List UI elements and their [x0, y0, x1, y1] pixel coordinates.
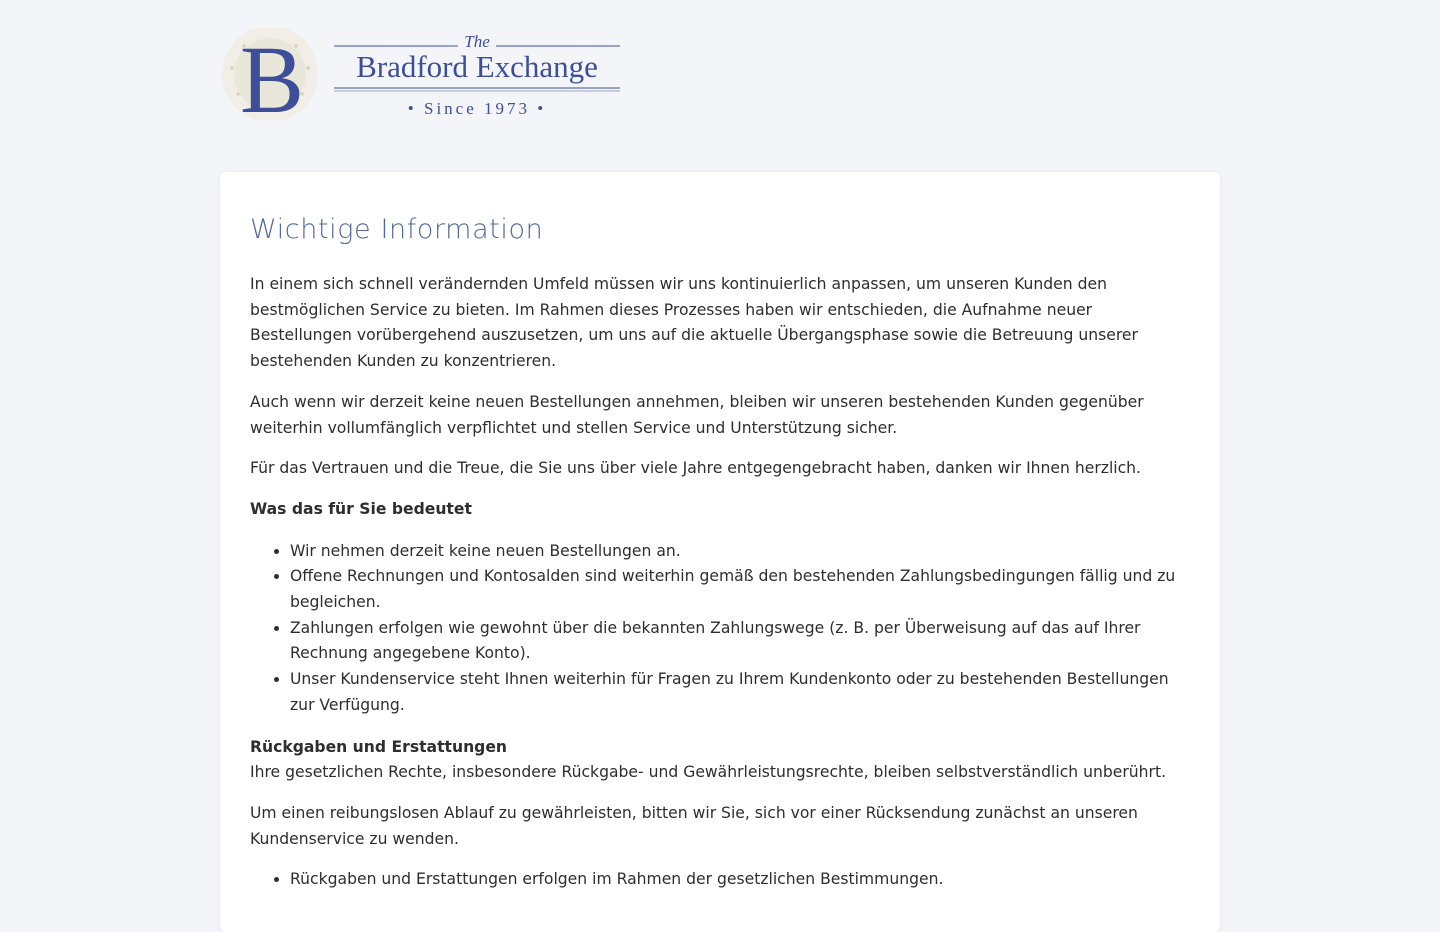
logo-name: Bradford Exchange [356, 49, 598, 84]
returns-list [250, 867, 1190, 893]
list-item: • Wir nehmen derzeit keine neuen Bestellungen an. [290, 539, 1190, 565]
page-title: Wichtige Information [250, 214, 544, 245]
returns-heading: Rückgaben und Erstattungen [250, 737, 508, 756]
list-item: • Unser Kundenservice steht Ihnen weiterhin für Fragen zu Ihrem Kundenkonto oder zu bestehenden Bestellungen zur Verfügung. [290, 667, 1190, 718]
information-card [220, 172, 1220, 932]
list-item: • Zahlungen erfolgen wie gewohnt über die bekannten Zahlungswege (z. B. per Überweisung auf das auf Ihrer Rechnung angegebene Konto). [290, 616, 1190, 667]
list-item: • Offene Rechnungen und Kontosalden sind weiterhin gemäß den bestehenden Zahlungsbedingungen fällig und zu begleichen. [290, 564, 1190, 615]
logo-graphic [220, 28, 622, 120]
returns-text: Ihre gesetzlichen Rechte, insbesondere Rückgabe- und Gewährleistungsrechte, bleiben selbstverständlich unberührt. [250, 763, 1167, 782]
returns-text: Um einen reibungslosen Ablauf zu gewährleisten, bitten wir Sie, sich vor einer Rücksendung zunächst an unseren Kundenservice zu wenden. [250, 803, 1138, 848]
list-item: • Rückgaben und Erstattungen erfolgen im Rahmen der gesetzlichen Bestimmungen. [290, 867, 1190, 893]
bradford-exchange-logo[interactable] [220, 28, 622, 120]
meaning-list [250, 539, 1190, 719]
intro-paragraph: Für das Vertrauen und die Treue, die Sie uns über viele Jahre entgegengebracht haben, danken wir Ihnen herzlich. [250, 459, 1142, 478]
meaning-heading: Was das für Sie bedeutet [250, 499, 472, 518]
intro-paragraph: In einem sich schnell verändernden Umfeld müssen wir uns kontinuierlich anpassen, um unseren Kunden den bestmöglichen Service zu bieten. Im Rahmen dieses Prozesses haben wir entschieden, die Aufnahme neuer Bestellungen vorübergehend auszusetzen, um uns auf die aktuelle Übergangsphase sowie die Betreuung unserer bestehenden Kunden zu konzentrieren. [250, 275, 1138, 371]
logo-since: • Since 1973 • [407, 99, 547, 118]
logo-letter: B [239, 28, 305, 120]
intro-paragraph: Auch wenn wir derzeit keine neuen Bestellungen annehmen, bleiben wir unseren bestehenden Kunden gegenüber weiterhin vollumfänglich verpflichtet und stellen Service und Unterstützung sicher. [250, 392, 1144, 437]
logo-the: The [464, 32, 490, 51]
